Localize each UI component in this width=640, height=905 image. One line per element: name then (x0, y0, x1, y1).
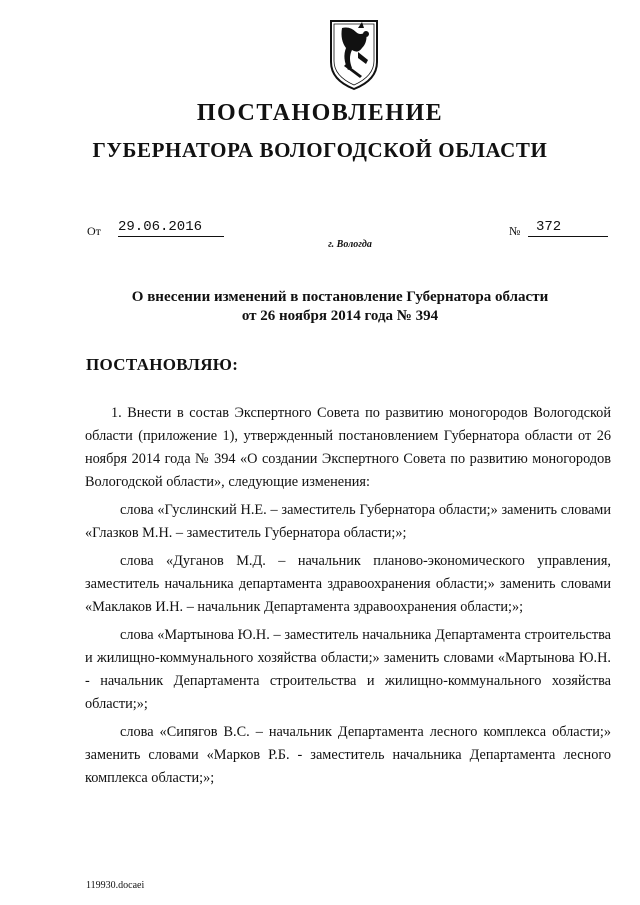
file-reference: 119930.docaei (86, 880, 145, 891)
document-title: ПОСТАНОВЛЕНИЕ (196, 100, 444, 126)
paragraph: слова «Дуганов М.Д. – начальник планово-экономического управления, заместитель начальника департамента здравоохранения области;» заменить словами «Маклаков И.Н. – начальник Департамента здравоохранения области;»; (85, 553, 611, 615)
document-subtitle: ГУБЕРНАТОРА ВОЛОГОДСКОЙ ОБЛАСТИ (92, 138, 548, 162)
number-label: № (509, 224, 521, 238)
paragraph: слова «Мартынова Ю.Н. – заместитель начальника Департамента строительства и жилищно-коммунального хозяйства области;» заменить словами «Мартынова Ю.Н. - начальник Департамента строительства и жилищно-коммунального хозяйства области;»; (85, 627, 611, 712)
document-body (85, 402, 611, 795)
paragraph: слова «Гуслинский Н.Е. – заместитель Губернатора области;» заменить словами «Глазков М.Н. – заместитель Губернатора области;»; (85, 502, 611, 541)
subject-line-2: от 26 ноября 2014 года № 394 (241, 308, 439, 324)
city-name: г. Вологда (328, 239, 372, 250)
date-label: От (87, 224, 101, 238)
document-date: 29.06.2016 (118, 218, 224, 237)
decree-heading: ПОСТАНОВЛЯЮ: (86, 355, 239, 374)
subject-line-1: О внесении изменений в постановление Губернатора области (131, 289, 549, 305)
paragraph: 1. Внести в состав Экспертного Совета по развитию моногородов Вологодской области (приложение 1), утвержденный постановлением Губернатора области от 26 ноября 2014 года № 394 «О создании Экспертного Совета по развитию моногородов Вологодской области», следующие изменения: (85, 405, 611, 490)
document-number: 372 (528, 218, 608, 237)
paragraph: слова «Сипягов В.С. – начальник Департамента лесного комплекса области;» заменить словами «Марков Р.Б. - заместитель начальника Департамента лесного комплекса области;»; (85, 724, 611, 786)
document-subject (80, 288, 600, 326)
vologda-coat-of-arms-icon (328, 18, 380, 92)
